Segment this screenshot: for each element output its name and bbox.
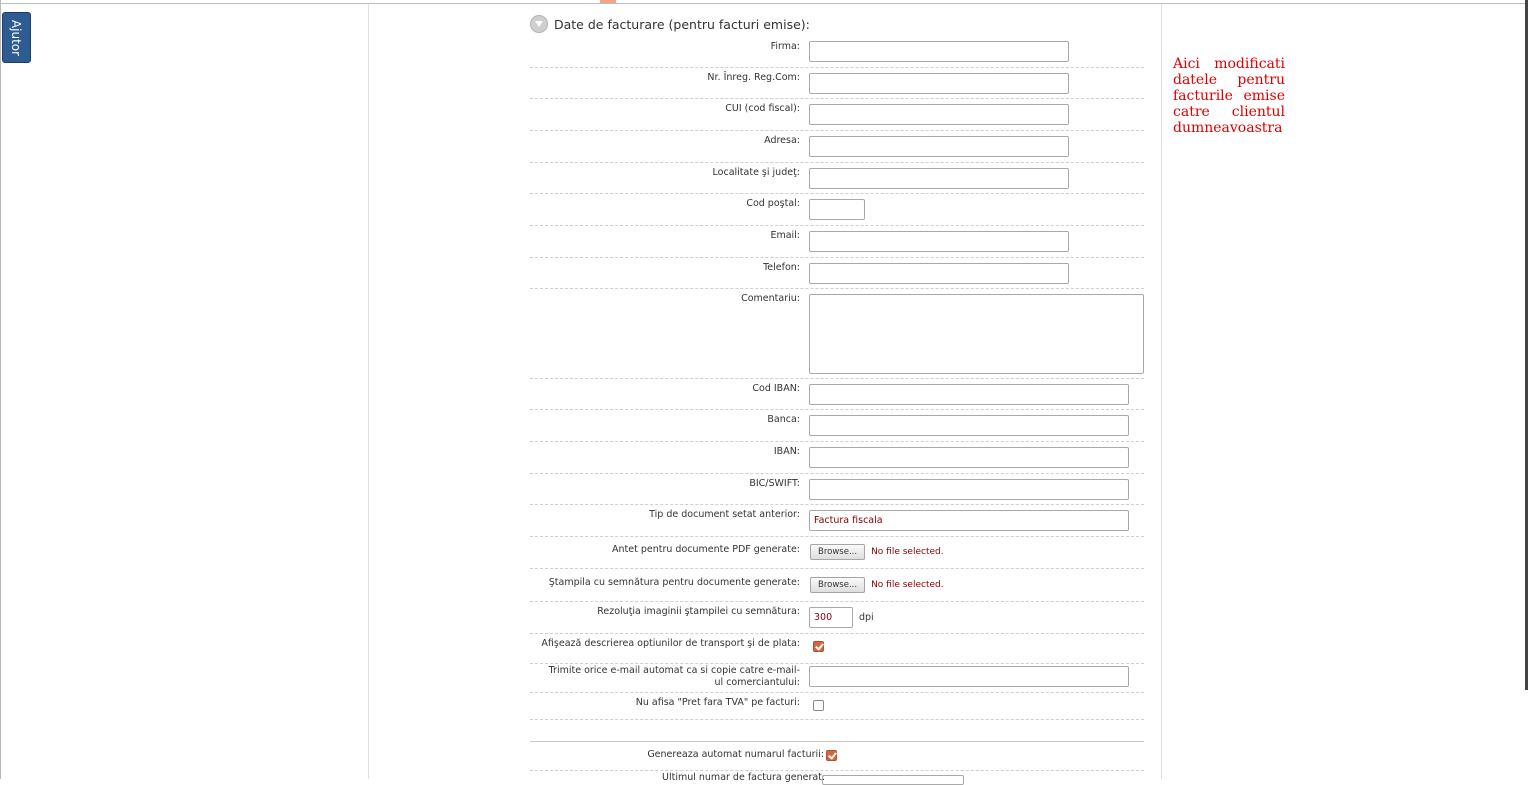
telefon-label: Telefon: bbox=[763, 262, 800, 273]
row-telefon bbox=[530, 257, 1144, 289]
genereaza-numar-label: Genereaza automat numarul facturii: bbox=[647, 749, 824, 760]
row-cod-iban bbox=[530, 378, 1144, 410]
afiseaza-descriere-label: Afişează descrierea optiunilor de transport şi de plata: bbox=[541, 638, 800, 649]
nr-reg-input[interactable] bbox=[809, 73, 1069, 94]
row-trimite-email bbox=[530, 663, 1144, 693]
help-tab-label: Ajutor bbox=[9, 19, 24, 56]
row-comentariu bbox=[530, 288, 1144, 379]
rezolutie-input[interactable] bbox=[809, 607, 853, 628]
row-pret-fara-tva bbox=[530, 692, 1144, 720]
iban-input[interactable] bbox=[809, 447, 1129, 468]
row-cod-postal bbox=[530, 193, 1144, 226]
ultimul-numar-input[interactable] bbox=[822, 775, 964, 785]
rezolutie-unit: dpi bbox=[859, 612, 874, 623]
stampila-label: Ştampila cu semnătura pentru documente generate: bbox=[548, 577, 800, 588]
pret-fara-tva-checkbox[interactable] bbox=[813, 700, 824, 711]
firma-input[interactable] bbox=[809, 41, 1069, 62]
row-bic bbox=[530, 473, 1144, 505]
stampila-file-status: No file selected. bbox=[871, 580, 944, 590]
email-input[interactable] bbox=[809, 231, 1069, 252]
bic-input[interactable] bbox=[809, 479, 1129, 500]
cod-postal-input[interactable] bbox=[809, 199, 865, 220]
banca-label: Banca: bbox=[767, 414, 800, 425]
row-afiseaza-descriere bbox=[530, 633, 1144, 664]
nr-reg-label: Nr. Înreg. Reg.Com: bbox=[707, 72, 800, 83]
ultimul-numar-label: Ultimul numar de factura generat: bbox=[662, 772, 826, 783]
adresa-input[interactable] bbox=[809, 136, 1069, 157]
iban-label: IBAN: bbox=[773, 446, 800, 457]
comentariu-label: Comentariu: bbox=[741, 293, 800, 304]
top-tab-marker bbox=[600, 0, 616, 3]
section-header[interactable] bbox=[530, 14, 810, 34]
antet-pdf-browse-button[interactable]: Browse... bbox=[810, 544, 865, 560]
collapse-arrow-icon[interactable] bbox=[530, 15, 548, 33]
row-stampila bbox=[530, 568, 1144, 602]
row-tip-document bbox=[530, 504, 1144, 537]
stampila-browse-button[interactable]: Browse... bbox=[810, 577, 865, 593]
telefon-input[interactable] bbox=[809, 263, 1069, 284]
row-banca bbox=[530, 409, 1144, 442]
afiseaza-descriere-checkbox[interactable] bbox=[813, 641, 824, 652]
localitate-label: Localitate şi judeţ: bbox=[712, 167, 800, 178]
tip-document-label: Tip de document setat anterior: bbox=[649, 509, 800, 520]
row-localitate bbox=[530, 162, 1144, 194]
section-title: Date de facturare (pentru facturi emise): bbox=[554, 16, 810, 32]
cui-label: CUI (cod fiscal): bbox=[725, 103, 800, 114]
antet-pdf-label: Antet pentru documente PDF generate: bbox=[612, 544, 800, 555]
email-label: Email: bbox=[770, 230, 800, 241]
row-cui bbox=[530, 98, 1144, 131]
row-rezolutie bbox=[530, 601, 1144, 634]
row-adresa bbox=[530, 130, 1144, 163]
rezolutie-label: Rezoluţia imaginii ştampilei cu semnătura: bbox=[597, 606, 800, 617]
row-antet-pdf bbox=[530, 536, 1144, 569]
row-firma bbox=[530, 36, 1144, 68]
row-email bbox=[530, 225, 1144, 258]
cod-iban-label: Cod IBAN: bbox=[752, 383, 800, 394]
help-tab[interactable] bbox=[2, 12, 31, 63]
comentariu-textarea[interactable] bbox=[809, 294, 1144, 374]
adresa-label: Adresa: bbox=[764, 135, 800, 146]
cod-iban-input[interactable] bbox=[809, 384, 1129, 405]
firma-label: Firma: bbox=[770, 41, 800, 52]
trimite-email-input[interactable] bbox=[809, 666, 1129, 687]
localitate-input[interactable] bbox=[809, 168, 1069, 189]
bic-label: BIC/SWIFT: bbox=[749, 478, 800, 489]
tip-document-input[interactable] bbox=[809, 510, 1129, 531]
banca-input[interactable] bbox=[809, 415, 1129, 436]
trimite-email-label: Trimite orice e-mail automat ca si copie catre e-mail-ul comerciantului: bbox=[548, 665, 800, 688]
genereaza-numar-checkbox[interactable] bbox=[826, 750, 837, 761]
row-iban bbox=[530, 441, 1144, 474]
pret-fara-tva-label: Nu afisa "Pret fara TVA" pe facturi: bbox=[635, 697, 800, 708]
cod-postal-label: Cod poştal: bbox=[746, 198, 800, 209]
left-edge bbox=[0, 0, 1, 779]
help-note: Aici modificati datele pentru facturile emise catre clientul dumneavoastra bbox=[1173, 56, 1285, 136]
row-nr-reg bbox=[530, 67, 1144, 99]
row-genereaza-numar bbox=[530, 742, 1144, 771]
antet-pdf-file-status: No file selected. bbox=[871, 547, 944, 557]
cui-input[interactable] bbox=[809, 104, 1069, 125]
